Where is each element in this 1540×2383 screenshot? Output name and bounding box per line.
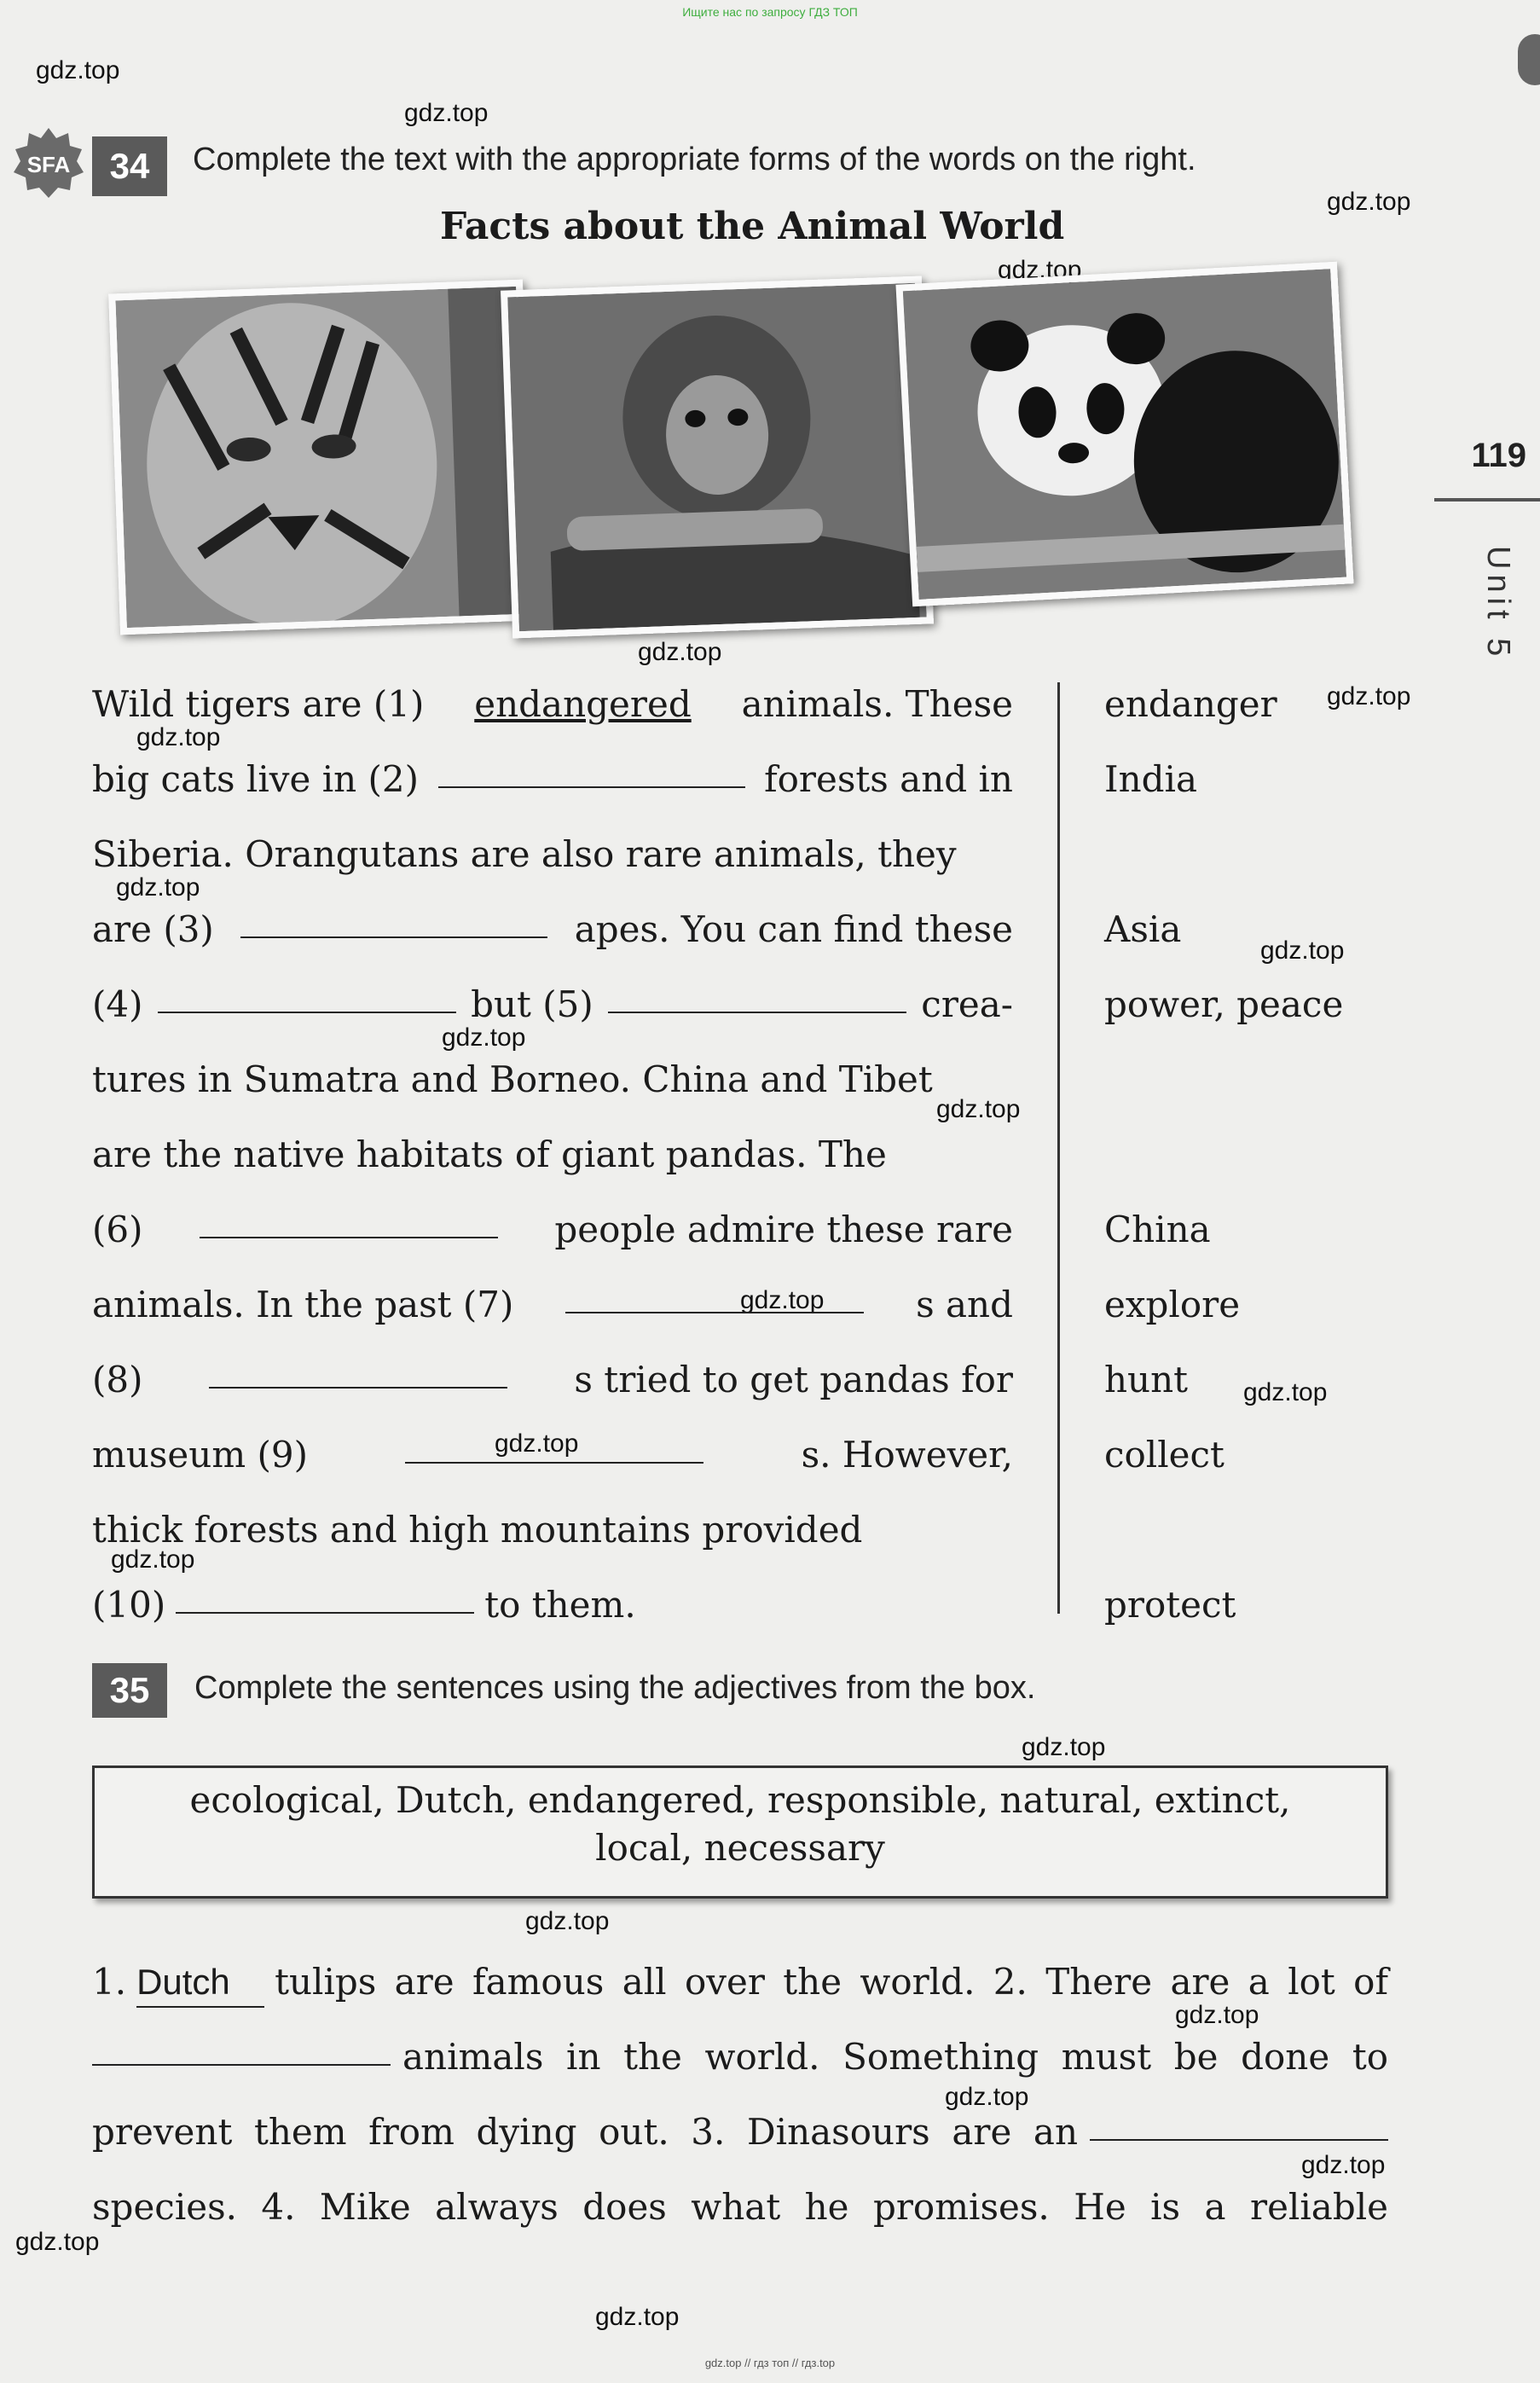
word-hunt: hunt	[1104, 1359, 1189, 1400]
text-segment: big cats live in (2)	[92, 758, 420, 800]
text-line-4	[92, 904, 1013, 955]
text-segment: (8)	[92, 1359, 143, 1400]
text-segment: people admire these rare	[554, 1209, 1013, 1250]
blank-7[interactable]	[565, 1279, 864, 1313]
word-protect: protect	[1104, 1584, 1236, 1626]
sentence-line-1	[92, 1957, 1388, 2008]
search-hint: Ищите нас по запросу ГДЗ ТОП	[682, 5, 858, 19]
watermark: gdz.top	[404, 99, 489, 127]
watermark: gdz.top	[442, 1023, 526, 1052]
text-segment: crea-	[921, 983, 1013, 1025]
text-segment: animals. These	[741, 683, 1013, 725]
watermark: gdz.top	[1327, 682, 1411, 710]
text-segment: 1.	[92, 1961, 127, 2003]
word-asia: Asia	[1104, 908, 1182, 950]
text-segment: s tried to get pandas for	[574, 1359, 1013, 1400]
watermark: gdz.top	[1301, 2151, 1386, 2179]
text-line-10	[92, 1354, 1013, 1406]
watermark: gdz.top	[945, 2083, 1029, 2111]
watermark: gdz.top	[136, 723, 221, 751]
text-segment: s and	[916, 1284, 1013, 1325]
text-segment: (4)	[92, 983, 143, 1025]
text-segment: museum (9)	[92, 1434, 309, 1476]
watermark: gdz.top	[36, 56, 120, 84]
watermark: gdz.top	[525, 1907, 610, 1935]
watermark: gdz.top	[936, 1095, 1021, 1123]
text-line-13	[92, 1580, 1013, 1631]
text-title: Facts about the Animal World	[440, 205, 1065, 248]
page-number-rule	[1434, 498, 1540, 502]
blank-4[interactable]	[158, 979, 456, 1013]
word-china: China	[1104, 1209, 1211, 1250]
text-segment: animals. In the past (7)	[92, 1284, 514, 1325]
sentence-line-3	[92, 2107, 1388, 2158]
watermark: gdz.top	[116, 873, 200, 902]
text-line-2	[92, 754, 1013, 805]
blank-9[interactable]	[405, 1429, 703, 1464]
blank-ex35-3[interactable]	[1090, 2107, 1388, 2141]
text-segment: animals in the world. Something must be done to	[402, 2036, 1388, 2078]
text-segment: species. 4. Mike always does what he promises. He is a reliable	[92, 2186, 1388, 2228]
text-segment: Siberia. Orangutans are also rare animals, they	[92, 833, 957, 875]
watermark: gdz.top	[111, 1545, 195, 1574]
blank-10[interactable]	[176, 1580, 474, 1614]
blank-8[interactable]	[209, 1354, 507, 1389]
watermark: gdz.top	[998, 256, 1082, 284]
exercise-instruction: Complete the text with the appropriate forms of the words on the right.	[193, 142, 1196, 177]
text-segment: to them.	[484, 1584, 636, 1626]
watermark: gdz.top	[1260, 936, 1345, 965]
footer-note: gdz.top // гдз топ // гдз.top	[704, 2357, 836, 2369]
text-segment: but (5)	[471, 983, 593, 1025]
text-segment: prevent them from dying out. 3. Dinasours are an	[92, 2111, 1078, 2153]
text-line-12	[92, 1505, 1013, 1556]
text-segment: are the native habitats of giant pandas. The	[92, 1134, 887, 1175]
word-box-line-1: ecological, Dutch, endangered, responsible, natural, extinct,	[189, 1779, 1291, 1821]
watermark: gdz.top	[638, 638, 722, 666]
text-segment: forests and in	[764, 758, 1013, 800]
sentence-line-2	[92, 2032, 1388, 2083]
text-line-7	[92, 1129, 1013, 1180]
photo-tiger	[108, 280, 535, 635]
watermark: gdz.top	[1327, 188, 1411, 216]
column-divider	[1057, 682, 1060, 1614]
text-line-9	[92, 1279, 1013, 1331]
blank-2[interactable]	[438, 754, 745, 788]
watermark: gdz.top	[15, 2228, 100, 2256]
sentence-line-4	[92, 2182, 1388, 2233]
text-line-6	[92, 1054, 1013, 1105]
word-explore: explore	[1104, 1284, 1241, 1325]
word-box-line-2: local, necessary	[595, 1827, 885, 1869]
text-segment: apes. You can find these	[574, 908, 1013, 950]
exercise-number: 34	[92, 136, 167, 196]
text-segment: (6)	[92, 1209, 143, 1250]
sfa-badge	[12, 126, 85, 200]
word-power-peace: power, peace	[1104, 983, 1344, 1025]
exercise-number: 35	[92, 1663, 167, 1718]
blank-ex35-2[interactable]	[92, 2032, 391, 2066]
blank-5[interactable]	[608, 979, 906, 1013]
text-line-11	[92, 1429, 1013, 1481]
text-segment: s. However,	[801, 1434, 1013, 1476]
watermark: gdz.top	[740, 1286, 825, 1314]
photo-orangutan	[501, 276, 934, 639]
watermark: gdz.top	[1175, 2001, 1259, 2029]
answer-dutch: Dutch	[136, 1957, 264, 2008]
blank-3[interactable]	[240, 904, 547, 938]
text-segment: Wild tigers are (1)	[92, 683, 425, 725]
word-collect: collect	[1104, 1434, 1224, 1476]
text-segment: (10)	[92, 1584, 166, 1626]
unit-label: Unit 5	[1480, 546, 1516, 662]
page-number: 119	[1471, 437, 1526, 474]
photo-panda	[895, 262, 1353, 607]
text-segment: are (3)	[92, 908, 214, 950]
page-corner-tab	[1518, 34, 1540, 85]
watermark: gdz.top	[495, 1429, 579, 1458]
word-endanger: endanger	[1104, 683, 1277, 725]
watermark: gdz.top	[1243, 1378, 1328, 1406]
watermark: gdz.top	[1022, 1733, 1106, 1761]
exercise-instruction: Complete the sentences using the adjectives from the box.	[194, 1670, 1036, 1706]
answer-endangered: endangered	[474, 683, 692, 725]
text-line-5	[92, 979, 1013, 1030]
text-segment: tures in Sumatra and Borneo. China and Tibet	[92, 1058, 933, 1100]
text-segment: tulips are famous all over the world. 2. There are a lot of	[275, 1961, 1388, 2003]
blank-6[interactable]	[200, 1204, 498, 1238]
sfa-badge-label: SFA	[26, 152, 71, 177]
text-line-8	[92, 1204, 1013, 1255]
text-line-1	[92, 679, 1013, 730]
text-segment: thick forests and high mountains provided	[92, 1509, 863, 1551]
word-india: India	[1104, 758, 1197, 800]
watermark: gdz.top	[595, 2303, 680, 2331]
text-line-3	[92, 829, 1013, 880]
